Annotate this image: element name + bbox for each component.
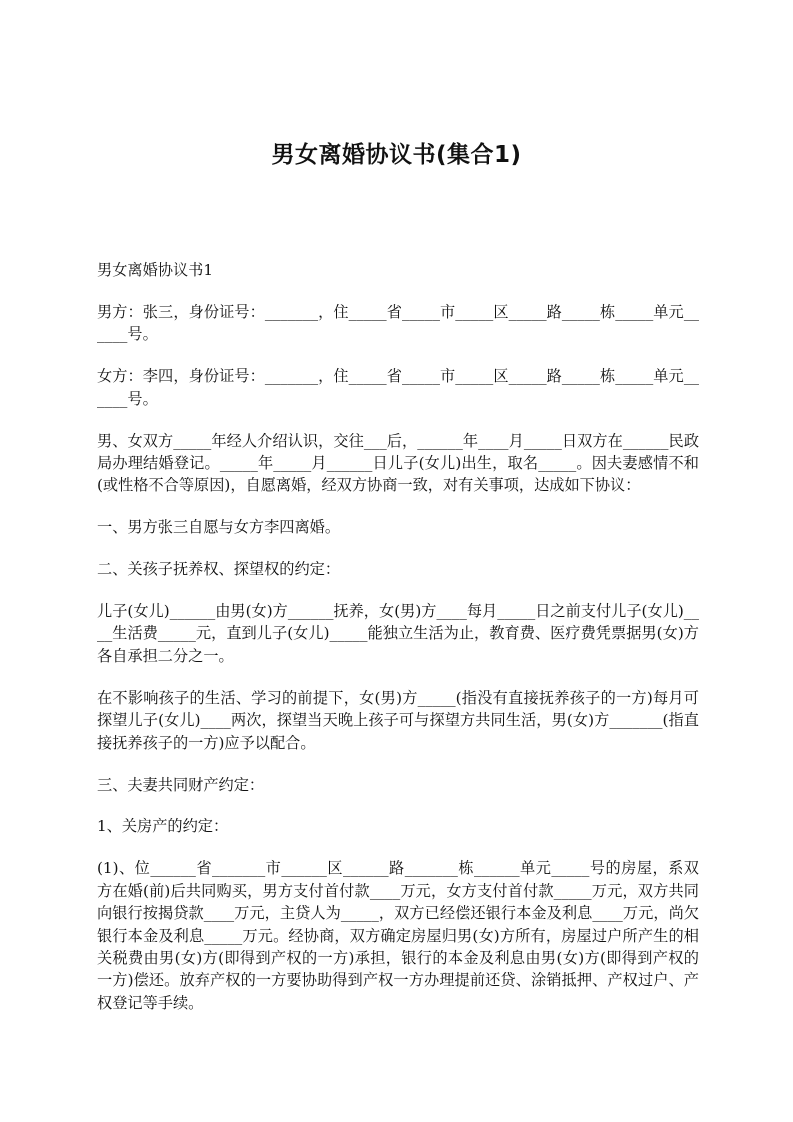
custody-paragraph: 儿子(女儿)______由男(女)方______抚养，女(男)方____每月_____日之前支付儿子(女儿)____生活费_____元，直到儿子(女儿)_____能独立生活为止，教育费、医疗费凭票据男(女)方各自承担二分之一。 bbox=[97, 602, 699, 665]
clause-1: 一、男方张三自愿与女方李四离婚。 bbox=[97, 518, 340, 537]
section-heading: 男女离婚协议书1 bbox=[97, 261, 213, 279]
document-title: 男女离婚协议书(集合1) bbox=[271, 142, 522, 168]
party-male-paragraph: 男方：张三，身份证号：_______，住_____省_____市_____区_____路_____栋_____单元______号。 bbox=[97, 302, 699, 344]
clause-3-heading: 三、夫妻共同财产约定： bbox=[97, 775, 265, 794]
party-female-paragraph: 女方：李四，身份证号：_______，住_____省_____市_____区_____路_____栋_____单元______号。 bbox=[97, 367, 699, 408]
house-paragraph: (1)、位______省_______市______区______路_______栋______单元_____号的房屋，系双方在婚(前)后共同购买，男方支付首付款____万元，女方支付首付款_____万元，双方共同向银行按揭贷款____万元，主贷人为_____，双方已经偿还银行本金及利息____万元，尚欠银行本金及利息_____万元。经协商，双方确定房屋归男(女)方所有，房屋过户所产生的相关税费由男(女)方(即得到产权的一方)承担，银行的本金及利息由男(女)方(即得到产权的一方)偿还。放弃产权的一方要协助得到产权一方办理提前还贷、涂销抵押、产权过户、产权登记等手续。 bbox=[97, 859, 699, 1012]
property-subheading: 1、关房产的约定： bbox=[97, 817, 229, 836]
background-paragraph: 男、女双方_____年经人介绍认识，交往___后，______年____月_____日双方在______民政局办理结婚登记。_____年_____月______日儿子(女儿)出生，取名_____。因夫妻感情不和(或性格不合等原因)，自愿离婚，经双方协商一致，对有关事项，达成如下协议： bbox=[97, 431, 699, 495]
visitation-paragraph: 在不影响孩子的生活、学习的前提下，女(男)方_____(指没有直接抚养孩子的一方)每月可探望儿子(女儿)____两次，探望当天晚上孩子可与探望方共同生活，男(女)方_______(指直接抚养孩子的一方)应予以配合。 bbox=[97, 688, 699, 752]
document-body bbox=[97, 259, 699, 1034]
clause-2-heading: 二、关孩子抚养权、探望权的约定： bbox=[97, 560, 340, 579]
